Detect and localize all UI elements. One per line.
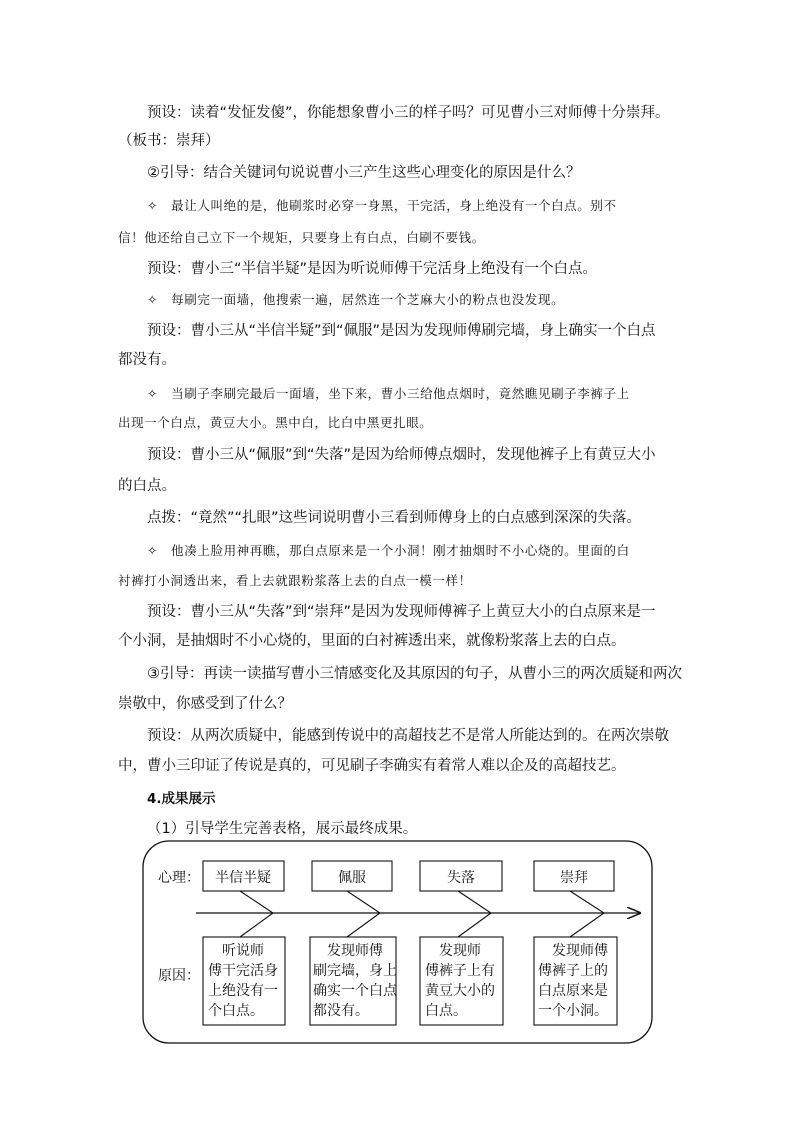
reason-4-line-3: 白点原来是 (538, 983, 608, 999)
paragraph: 的白点。 (118, 478, 176, 494)
reason-boxes (203, 937, 617, 1025)
reason-3-line-1: 发现师 (425, 943, 481, 959)
reason-2-line-3: 确实一个白点 (313, 983, 397, 999)
quote-line: 出现一个白点，黄豆大小。黑中白，比白中黑更扎眼。 (118, 415, 433, 430)
reason-1-line-2: 傅干完活身 (208, 963, 278, 979)
feeling-4: 崇拜 (560, 870, 588, 886)
paragraph: 预设：曹小三从“半信半疑”到“佩服”是因为发现师傅刷完墙，身上确实一个白点 (147, 323, 656, 339)
paragraph: 个小洞，是抽烟时不小心烧的，里面的白衬裤透出来，就像粉浆落上去的白点。 (118, 633, 626, 649)
paragraph: 预设：曹小三“半信半疑”是因为听说师傅干完活身上绝没有一个白点。 (147, 261, 598, 277)
feeling-boxes (203, 861, 614, 891)
paragraph: 中，曹小三印证了传说是真的，可见刷子李确实有着常人难以企及的高超技艺。 (118, 758, 626, 774)
quote-line: 衬裤打小洞透出来，看上去就跟粉浆落上去的白点一模一样！ (118, 573, 472, 588)
paragraph: 预设：从两次质疑中，能感到传说中的高超技艺不是常人所能达到的。在两次崇敬 (147, 728, 669, 744)
feeling-3: 失落 (447, 870, 475, 886)
branch-lines (240, 891, 604, 937)
quote-line: ✧ 当刷子李刷完最后一面墙，坐下来，曹小三给他点烟时，竟然瞧见刷子李裤子上 (147, 386, 630, 401)
reason-3-line-2: 傅裤子上有 (425, 963, 495, 979)
reason-1-line-3: 上绝没有一 (208, 983, 278, 999)
reason-1-line-4: 个白点。 (208, 1003, 264, 1019)
reason-3-line-4: 白点。 (425, 1003, 467, 1019)
reason-2-line-4: 都没有。 (313, 1003, 369, 1019)
paragraph: 都没有。 (118, 352, 176, 368)
paragraph: 预设：曹小三从“失落”到“崇拜”是因为发现师傅裤子上黄豆大小的白点原来是一 (147, 604, 656, 620)
section-heading: 4.成果展示 (147, 791, 216, 807)
quote-line: 信！他还给自己立下一个规矩，只要身上有白点，白刷不要钱。 (118, 230, 485, 245)
feeling-1: 半信半疑 (215, 870, 271, 886)
quote-line: ✧ 每刷完一面墙，他搜索一遍，居然连一个芝麻大小的粉点也没发现。 (147, 292, 565, 307)
paragraph: 预设：读着“发怔发傻”，你能想象曹小三的样子吗？可见曹小三对师傅十分崇拜。 (147, 105, 670, 121)
paragraph: 崇敬中，你感受到了什么？ (118, 696, 292, 712)
reason-2-line-1: 发现师傅 (313, 943, 383, 959)
reason-1-line-1: 听说师 (208, 943, 264, 959)
row-label-reason: 原因： (158, 968, 200, 984)
paragraph: ②引导：结合关键词句说说曹小三产生这些心理变化的原因是什么？ (147, 165, 581, 181)
reason-2-line-2: 刷完墙，身上 (313, 963, 397, 979)
paragraph: （1）引导学生完善表格，展示最终成果。 (147, 821, 418, 837)
paragraph: （板书：崇拜） (118, 133, 220, 149)
row-label-feeling: 心理： (158, 870, 200, 886)
quote-line: ✧ 他凑上脸用神再瞧，那白点原来是一个小洞！刚才抽烟时不小心烧的。里面的白 (147, 543, 630, 558)
feeling-2: 佩服 (338, 870, 366, 886)
reason-3-line-3: 黄豆大小的 (425, 983, 495, 999)
quote-line: ✧ 最让人叫绝的是，他刷浆时必穿一身黑，干完活，身上绝没有一个白点。别不 (147, 198, 617, 213)
paragraph: ③引导：再读一读描写曹小三情感变化及其原因的句子，从曹小三的两次质疑和两次 (147, 666, 682, 682)
reason-4-line-4: 一个小洞。 (538, 1003, 608, 1019)
reason-4-line-1: 发现师傅 (538, 943, 608, 959)
reason-4-line-2: 傅裤子上的 (538, 963, 608, 979)
paragraph: 点拨：“竟然”“扎眼”这些词说明曹小三看到师傅身上的白点感到深深的失落。 (147, 510, 642, 526)
paragraph: 预设：曹小三从“佩服”到“失落”是因为给师傅点烟时，发现他裤子上有黄豆大小 (147, 447, 656, 463)
